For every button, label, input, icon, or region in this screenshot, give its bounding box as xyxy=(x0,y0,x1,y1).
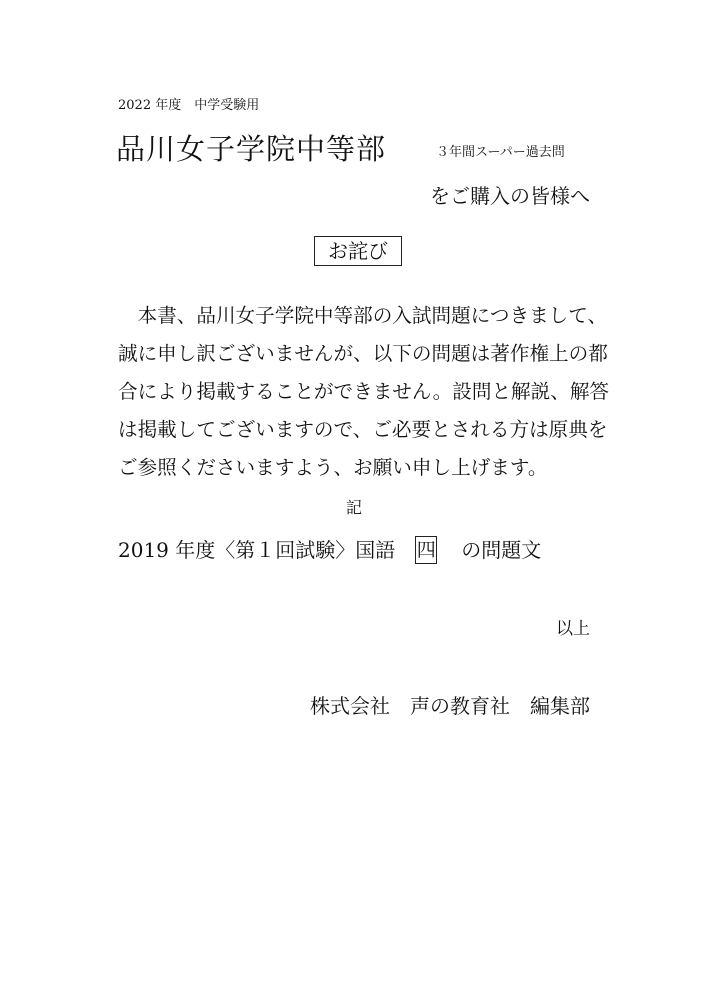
exam-reference-prefix: 2019 年度〈第１回試験〉国語 xyxy=(118,538,396,562)
notice-body-line: ご参照くださいますよう、お願い申し上げます。 xyxy=(118,456,548,479)
closing-mark: 以上 xyxy=(556,619,590,639)
school-name: 品川女子学院中等部 xyxy=(116,132,387,166)
notice-body-line: 誠に申し訳ございませんが、以下の問題は著作権上の都 xyxy=(118,342,608,365)
record-mark: 記 xyxy=(346,498,363,517)
notice-body xyxy=(118,297,610,487)
series-name: ３年間スーパー過去問 xyxy=(436,145,565,160)
apology-title: お詫び xyxy=(314,236,402,266)
question-number-box: 四 xyxy=(415,536,437,564)
publisher-signature: 株式会社 声の教育社 編集部 xyxy=(310,694,590,718)
notice-body-line: は掲載してございますので、ご必要とされる方は原典を xyxy=(118,418,608,441)
greeting-line: をご購入の皆様へ xyxy=(430,184,590,208)
notice-body-line: 本書、品川女子学院中等部の入試問題につきまして、 xyxy=(118,304,608,327)
exam-reference-suffix: の問題文 xyxy=(461,538,542,562)
year-line: 2022 年度 中学受験用 xyxy=(118,98,260,113)
notice-body-line: 合により掲載することができません。設問と解説、解答 xyxy=(118,380,610,403)
exam-reference xyxy=(118,535,541,565)
